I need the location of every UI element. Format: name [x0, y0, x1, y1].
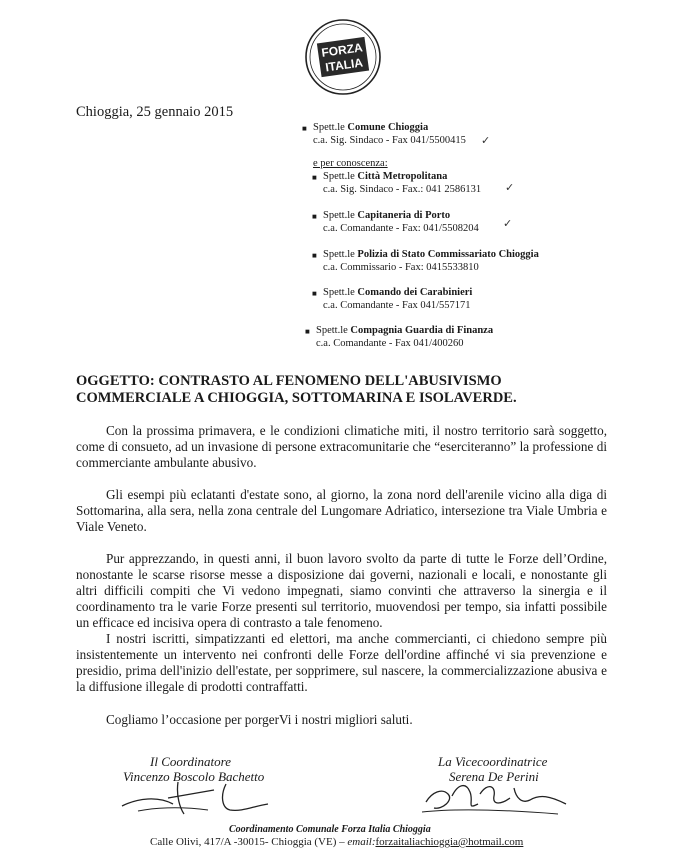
footer-organization: Coordinamento Comunale Forza Italia Chioggia	[229, 824, 431, 835]
bullet-icon: ■	[305, 327, 310, 336]
recipient-prefix: Spett.le	[323, 210, 355, 221]
recipient-citta-metropolitana	[312, 170, 482, 196]
bullet-icon: ■	[302, 124, 307, 133]
footer-email-link[interactable]: forzaitaliachioggia@hotmail.com	[375, 836, 524, 848]
recipient-prefix: Spett.le	[313, 122, 345, 133]
per-conoscenza-label: e per conoscenza:	[313, 158, 388, 169]
right-handwritten-signature	[418, 774, 578, 818]
recipient-name: Città Metropolitana	[357, 171, 448, 182]
body-paragraph-4: I nostri iscritti, simpatizzanti ed elettori, ma anche commercianti, ci chiedono sempre più insistentemente un intervento nei confronti delle Forze dell'ordine affinché vi sia prevenzione e presidio, prima dell'inizio dell'estate, per sopprimere, sul nascere, la commercializzazione abusiva e la diffusione illegale di prodotti contraffatti.	[76, 631, 607, 694]
recipient-name: Polizia di Stato Commissariato Chioggia	[357, 249, 539, 260]
left-signatory-title: Il Coordinatore	[150, 754, 232, 769]
footer-address-line	[150, 836, 523, 848]
bullet-icon: ■	[312, 251, 317, 260]
checkmark-icon: ✓	[481, 135, 491, 147]
recipient-detail: c.a. Sig. Sindaco - Fax 041/5500415	[313, 135, 466, 146]
left-signatory-name: Vincenzo Boscolo Bachetto	[123, 769, 265, 784]
bullet-icon: ■	[312, 289, 317, 298]
recipient-capitaneria	[312, 209, 479, 235]
logo-line2: ITALIA	[324, 55, 364, 75]
recipient-main	[302, 121, 466, 147]
recipient-name: Comune Chioggia	[347, 122, 429, 133]
forza-italia-logo	[304, 18, 382, 96]
recipient-detail: c.a. Comandante - Fax: 041/5508204	[323, 223, 479, 234]
letter-date: Chioggia, 25 gennaio 2015	[76, 104, 234, 120]
right-signatory-name: Serena De Perini	[449, 769, 539, 784]
recipient-name: Capitaneria di Porto	[357, 210, 451, 221]
right-signatory-title: La Vicecoordinatrice	[438, 754, 548, 769]
recipient-name: Comando dei Carabinieri	[357, 287, 473, 298]
recipient-prefix: Spett.le	[323, 171, 355, 182]
recipient-name: Compagnia Guardia di Finanza	[350, 325, 494, 336]
recipient-prefix: Spett.le	[323, 249, 355, 260]
bullet-icon: ■	[312, 173, 317, 182]
recipient-prefix: Spett.le	[323, 287, 355, 298]
recipient-guardia-finanza	[305, 324, 494, 350]
logo-line1: FORZA	[320, 40, 364, 60]
recipient-carabinieri	[312, 286, 473, 312]
body-paragraph-3: Pur apprezzando, in questi anni, il buon lavoro svolto da parte di tutte le Forze dell’Ordine, nonostante le scarse risorse messe a disposizione dai governi, nazionali e locali, e nonostante gli altri difficili compiti che Vi vedono impegnati, siamo convinti che attraverso la sinergia e il coordinamento tra le varie Forze presenti sul territorio, muovendosi per tempo, sia infatti possibile un efficace ed incisiva opera di contrasto a tale fenomeno.	[76, 551, 607, 630]
body-paragraph-2: Gli esempi più eclatanti d'estate sono, al giorno, la zona nord dell'arenile vicino alla diga di Sottomarina, alla sera, nella zona centrale del Lungomare Adriatico, intersezione tra Viale Umbria e Viale Veneto.	[76, 487, 607, 534]
recipient-detail: c.a. Comandante - Fax 041/557171	[323, 300, 471, 311]
bullet-icon: ■	[312, 212, 317, 221]
footer-address: Calle Olivi, 417/A -30015- Chioggia (VE) –	[150, 836, 348, 848]
recipient-detail: c.a. Comandante - Fax 041/400260	[316, 338, 464, 349]
recipient-detail: c.a. Sig. Sindaco - Fax.: 041 2586131	[323, 184, 482, 195]
closing-paragraph: Cogliamo l’occasione per porgerVi i nostri migliori saluti.	[106, 712, 413, 727]
left-handwritten-signature	[118, 776, 278, 818]
body-paragraph-1: Con la prossima primavera, e le condizioni climatiche miti, il nostro territorio sarà soggetto, come di consueto, ad un invasione di persone extracomunitarie che “eserciteranno” la professione di commerciante ambulante abusivo.	[76, 423, 607, 470]
footer-email-label: email:	[347, 836, 376, 848]
letter-subject: OGGETTO: CONTRASTO AL FENOMENO DELL'ABUSIVISMO COMMERCIALE A CHIOGGIA, SOTTOMARINA E ISOLAVERDE.	[76, 373, 517, 406]
checkmark-icon: ✓	[503, 218, 513, 230]
recipient-polizia	[312, 248, 539, 274]
recipient-prefix: Spett.le	[316, 325, 348, 336]
recipient-detail: c.a. Commissario - Fax: 0415533810	[323, 262, 479, 273]
checkmark-icon: ✓	[505, 182, 515, 194]
